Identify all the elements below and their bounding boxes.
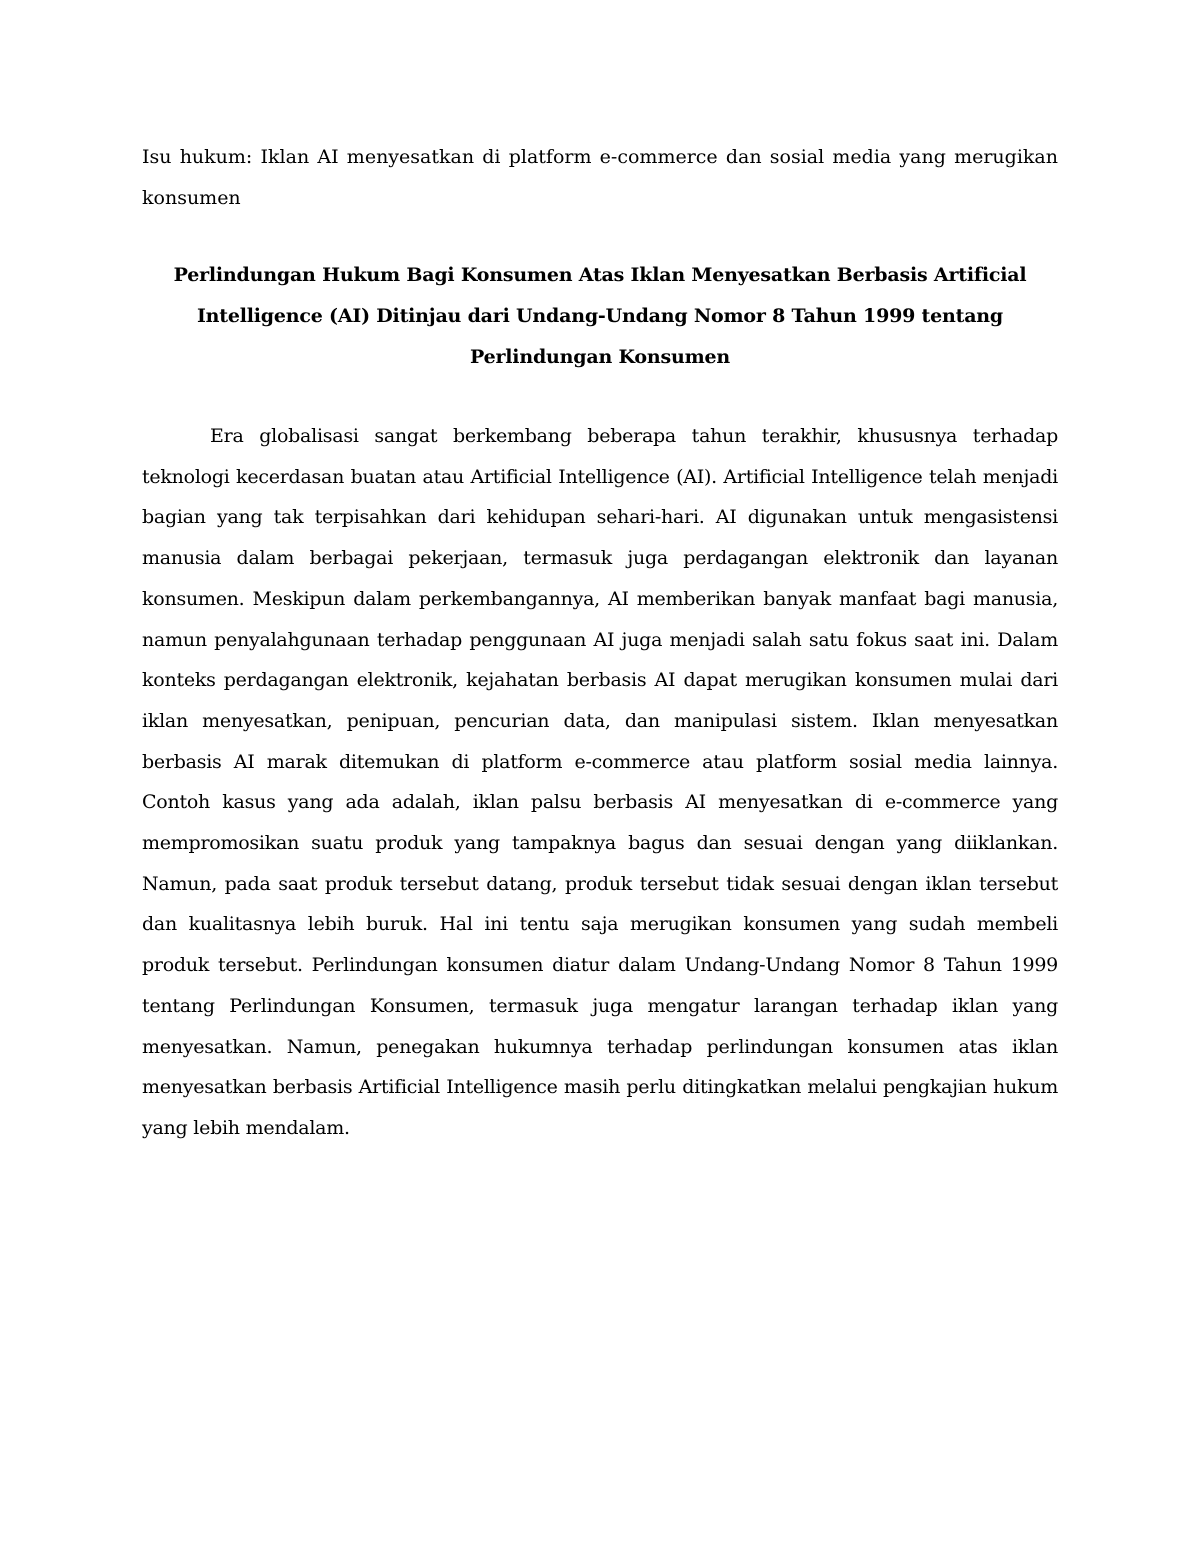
body-paragraph: Era globalisasi sangat berkembang beberapa tahun terakhir, khususnya terhadap teknologi kecerdasan buatan atau Artificial Intelligence (AI). Artificial Intelligence telah menjadi bagian yang tak terpisahkan dari kehidupan sehari-hari. AI digunakan untuk mengasistensi manusia dalam berbagai pekerjaan, termasuk juga perdagangan elektronik dan layanan konsumen. Meskipun dalam perkembangannya, AI memberikan banyak manfaat bagi manusia, namun penyalahgunaan terhadap penggunaan AI juga menjadi salah satu fokus saat ini. Dalam konteks perdagangan elektronik, kejahatan berbasis AI dapat merugikan konsumen mulai dari iklan menyesatkan, penipuan, pencurian data, dan manipulasi sistem. Iklan menyesatkan berbasis AI marak ditemukan di platform e-commerce atau platform sosial media lainnya. Contoh kasus yang ada adalah, iklan palsu berbasis AI menyesatkan di e-commerce yang mempromosikan suatu produk yang tampaknya bagus dan sesuai dengan yang diiklankan. Namun, pada saat produk tersebut datang, produk tersebut tidak sesuai dengan iklan tersebut dan kualitasnya lebih buruk. Hal ini tentu saja merugikan konsumen yang sudah membeli produk tersebut. Perlindungan konsumen diatur dalam Undang-Undang Nomor 8 Tahun 1999 tentang Perlindungan Konsumen, termasuk juga mengatur larangan terhadap iklan yang menyesatkan. Namun, penegakan hukumnya terhadap perlindungan konsumen atas iklan menyesatkan berbasis Artificial Intelligence masih perlu ditingkatkan melalui pengkajian hukum yang lebih mendalam. — [142, 425, 1058, 1139]
document-title: Perlindungan Hukum Bagi Konsumen Atas Iklan Menyesatkan Berbasis Artificial Intelligence (AI) Ditinjau dari Undang-Undang Nomor 8 Tahun 1999 tentang Perlindungan Konsumen — [173, 264, 1027, 368]
document-content — [142, 137, 1058, 1149]
legal-issue-text: Isu hukum: Iklan AI menyesatkan di platform e-commerce dan sosial media yang merugikan konsumen — [142, 146, 1058, 209]
